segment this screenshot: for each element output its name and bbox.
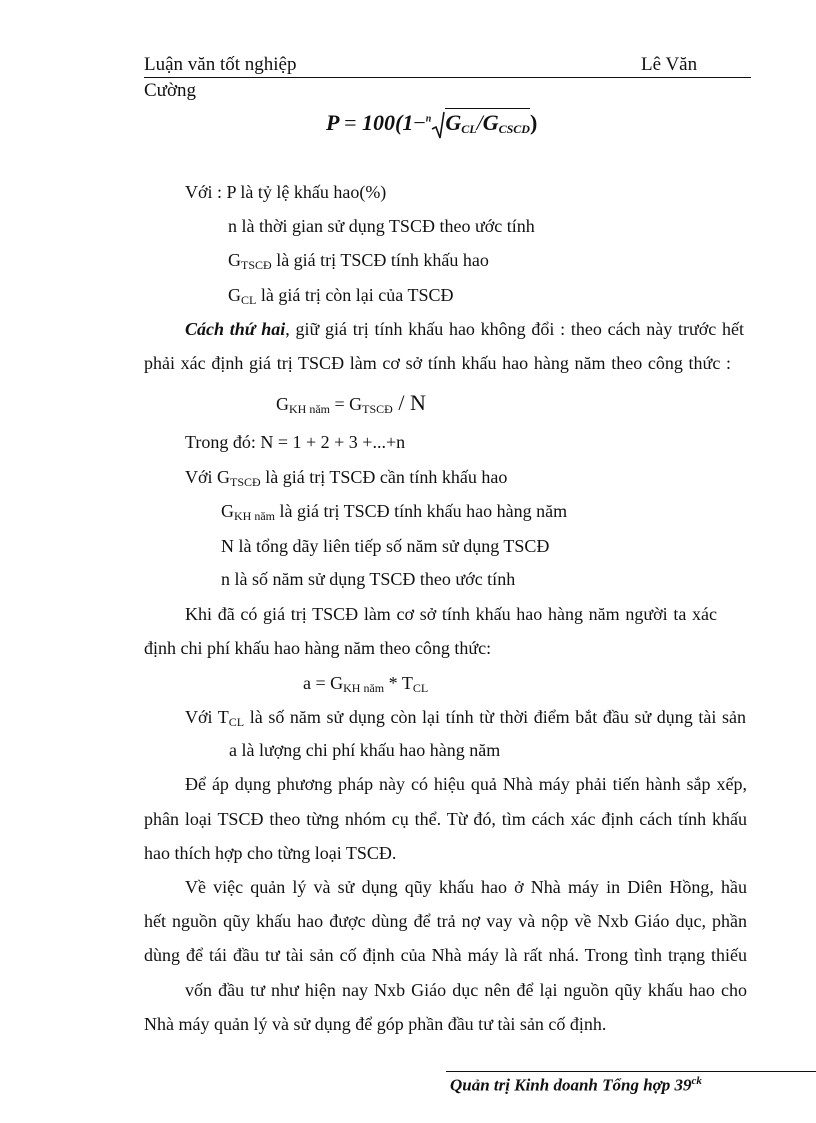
fund-line2: hết nguồn qũy khấu hao được dùng để trả nợ vay và nộp về Nxb Giáo dục, phần bbox=[144, 911, 747, 931]
annual-base-formula: $G_{KH năm} = G_{TSCĐ} / N$ bbox=[276, 390, 426, 416]
method2-line2: phải xác định giá trị TSCĐ làm cơ sở tính khấu hao hàng năm theo công thức : bbox=[144, 353, 731, 373]
fund-line1: Về việc quản lý và sử dụng qũy khấu hao ở Nhà máy in Diên Hồng, hầu bbox=[185, 877, 747, 897]
fund-line4: vốn đầu tư như hiện nay Nxb Giáo dục nên để lại nguồn qũy khấu hao cho bbox=[185, 980, 747, 1000]
footer-course: Quản trị Kinh doanh Tổng hợp $39^{ck}$ bbox=[450, 1075, 702, 1095]
header-author: Lê Văn bbox=[641, 54, 698, 75]
def-big-n: N là tổng dãy liên tiếp số năm sử dụng TSCĐ bbox=[221, 536, 550, 556]
depreciation-rate-formula: P = 100(1−$^n$ $G_{CL}/G_{CSCD}$) bbox=[326, 110, 537, 139]
header-author-continuation: Cường bbox=[144, 80, 197, 101]
annual-cost-formula: $a = G_{KH năm} * T_{CL}$ bbox=[303, 673, 429, 695]
def-a: a là lượng chi phí khấu hao hàng năm bbox=[229, 740, 501, 760]
def-p: Với : P là tỷ lệ khấu hao(%) bbox=[185, 182, 387, 202]
def-n: n là thời gian sử dụng TSCĐ theo ước tính bbox=[228, 216, 535, 236]
khi-line1: Khi đã có giá trị TSCĐ làm cơ sở tính khấu hao hàng năm người ta xác bbox=[185, 604, 717, 624]
def-gtscd: $G_{TSCĐ}$ là giá trị TSCĐ tính khấu hao bbox=[228, 250, 489, 272]
radical-icon bbox=[431, 111, 445, 139]
def-small-n: n là số năm sử dụng TSCĐ theo ước tính bbox=[221, 569, 516, 589]
def-sum-n: Trong đó: N = 1 + 2 + 3 +...+n bbox=[185, 432, 406, 452]
khi-line2: định chi phí khấu hao hàng năm theo công thức: bbox=[144, 638, 492, 658]
def-tcl: Với $T_{CL}$ là số năm sử dụng còn lại tính từ thời điểm bắt đầu sử dụng tài sản bbox=[185, 707, 746, 729]
apply-line2: phân loại TSCĐ theo từng nhóm cụ thể. Từ đó, tìm cách xác định cách tính khấu bbox=[144, 809, 747, 829]
apply-line1: Để áp dụng phương pháp này có hiệu quả Nhà máy phải tiến hành sắp xếp, bbox=[185, 774, 747, 794]
method2-line1: Cách thứ hai, giữ giá trị tính khấu hao không đổi : theo cách này trước hết bbox=[185, 319, 744, 339]
def-gtscd-2: Với $G_{TSCĐ}$ là giá trị TSCĐ cần tính khấu hao bbox=[185, 467, 508, 489]
def-gkh: $G_{KH năm}$ là giá trị TSCĐ tính khấu hao hàng năm bbox=[221, 501, 568, 523]
fund-line5: Nhà máy quản lý và sử dụng để góp phần đầu tư tài sản cố định. bbox=[144, 1014, 607, 1034]
fund-line3: dùng để tái đầu tư tài sản cố định của Nhà máy là rất nhá. Trong tình trạng thiếu bbox=[144, 945, 747, 965]
apply-line3: hao thích hợp cho từng loại TSCĐ. bbox=[144, 843, 397, 863]
header-title: Luận văn tốt nghiệp bbox=[144, 54, 297, 75]
footer-divider bbox=[446, 1071, 816, 1072]
header-divider bbox=[144, 77, 751, 78]
def-gcl: $G_{CL}$ là giá trị còn lại của TSCĐ bbox=[228, 285, 454, 307]
